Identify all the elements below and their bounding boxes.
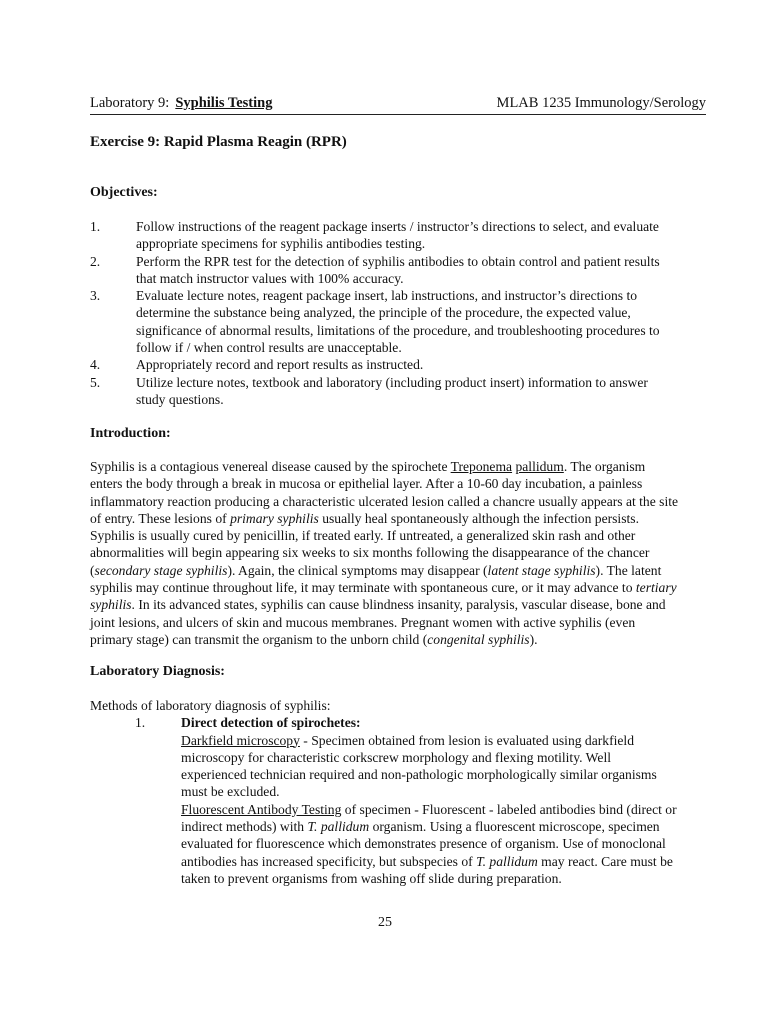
objective-item — [90, 218, 680, 253]
objective-text: Evaluate lecture notes, reagent package insert, lab instructions, and instructor’s directions to determine the substance being analyzed, the principle of the procedure, the expected value, significance of abnormal results, limitations of the procedure, and troubleshooting procedures to follow if / when control results are unacceptable. — [136, 288, 660, 356]
tertiary-syphilis-term: tertiary syphilis — [90, 580, 677, 613]
fat-text: of specimen - Fluorescent - labeled antibodies bind (direct or indirect methods) with — [181, 801, 677, 835]
intro-text: Syphilis is a contagious venereal disease caused by the spirochete — [90, 459, 451, 474]
objective-number: 3. — [90, 288, 101, 304]
intro-text: ). — [529, 631, 538, 647]
header-right — [497, 95, 706, 112]
introduction-paragraph — [90, 458, 680, 648]
objective-number: 5. — [90, 374, 101, 390]
lab-label: Laboratory 9: — [90, 95, 170, 111]
intro-text: usually heal spontaneously although the infection persists. Syphilis is usually cured by penicillin, if treated early. If untreated, a generalized skin rash and other abnormalities will begin appearing six weeks to six months following the disappearance of the chancer ( — [90, 510, 650, 578]
primary-syphilis-term: primary syphilis — [230, 510, 319, 526]
method-title: Direct detection of spirochetes: — [181, 715, 361, 731]
lab-diagnosis-heading: Laboratory Diagnosis: — [90, 664, 225, 679]
objective-item — [90, 253, 680, 288]
intro-text: ). The latent syphilis may continue throughout life, it may terminate with spontaneous cure, or it may advance to — [90, 562, 662, 596]
intro-text: . In its advanced states, syphilis can cause blindness insanity, paralysis, vascular disease, bone and joint lesions, and ulcers of skin and mucous membranes. Pregnant women with active syphilis (even primary stage) can transmit the organism to the unborn child ( — [90, 597, 666, 647]
objective-number: 1. — [90, 219, 101, 234]
fat-text: organism. Using a fluorescent microscope, specimen evaluated for fluorescence which demonstrates presence of organism. Use of monoclonal antibodies has increased specificity, but subspecies of — [181, 819, 666, 869]
lab-title: Syphilis Testing — [175, 95, 273, 111]
darkfield-term: Darkfield microscopy — [181, 732, 300, 748]
organism-species: pallidum — [515, 459, 564, 474]
intro-text: ). Again, the clinical symptoms may disappear ( — [227, 562, 488, 578]
objective-text: Follow instructions of the reagent package inserts / instructor’s directions to select, and evaluate appropriate specimens for syphilis antibodies testing. — [136, 219, 659, 252]
fat-term: Fluorescent Antibody Testing — [181, 801, 342, 817]
header-left — [90, 95, 272, 112]
method-number: 1. — [135, 715, 146, 731]
objective-text: Utilize lecture notes, textbook and laboratory (including product insert) information to answer study questions. — [136, 374, 648, 407]
course-title: MLAB 1235 Immunology/Serology — [496, 95, 706, 111]
objectives-heading: Objectives: — [90, 185, 158, 200]
objectives-list — [90, 218, 680, 408]
page-number: 25 — [378, 915, 392, 930]
objective-item — [90, 287, 680, 356]
objective-number: 4. — [90, 357, 101, 373]
running-header — [90, 95, 706, 115]
objective-text: Perform the RPR test for the detection of syphilis antibodies to obtain control and patient results that match instructor values with 100% accuracy. — [136, 253, 660, 286]
introduction-heading: Introduction: — [90, 426, 171, 441]
latent-syphilis-term: latent stage syphilis — [487, 562, 596, 578]
fat-paragraph — [181, 801, 680, 887]
organism-name: T. pallidum — [307, 819, 370, 835]
methods-intro: Methods of laboratory diagnosis of syphilis: — [90, 698, 331, 713]
objective-item — [90, 356, 680, 373]
exercise-title: Exercise 9: Rapid Plasma Reagin (RPR) — [90, 134, 347, 150]
organism-genus: Treponema — [450, 459, 513, 474]
darkfield-text: - Specimen obtained from lesion is evaluated using darkfield microscopy for characteristic corkscrew morphology and flexing motility. Well experienced technician required and non-pathologic morphologically similar organisms must be excluded. — [181, 732, 657, 800]
objective-number: 2. — [90, 253, 101, 269]
intro-text: . The organism enters the body through a break in mucosa or epithelial layer. After a 10-60 day incubation, a painless inflammatory reaction producing a characteristic ulcerated lesion called a chancre usually appears at the site of entry. These lesions of — [90, 459, 679, 526]
lab-diagnosis-section — [90, 697, 680, 887]
congenital-syphilis-term: congenital syphilis — [427, 631, 530, 647]
method-item — [90, 714, 680, 887]
secondary-syphilis-term: secondary stage syphilis — [94, 562, 228, 578]
objective-text: Appropriately record and report results as instructed. — [136, 357, 424, 373]
objective-item — [90, 374, 680, 409]
organism-name: T. pallidum — [476, 853, 538, 869]
fat-text: may react. Care must be taken to prevent organisms from washing off slide during preparation. — [181, 853, 673, 886]
darkfield-paragraph — [181, 732, 680, 801]
